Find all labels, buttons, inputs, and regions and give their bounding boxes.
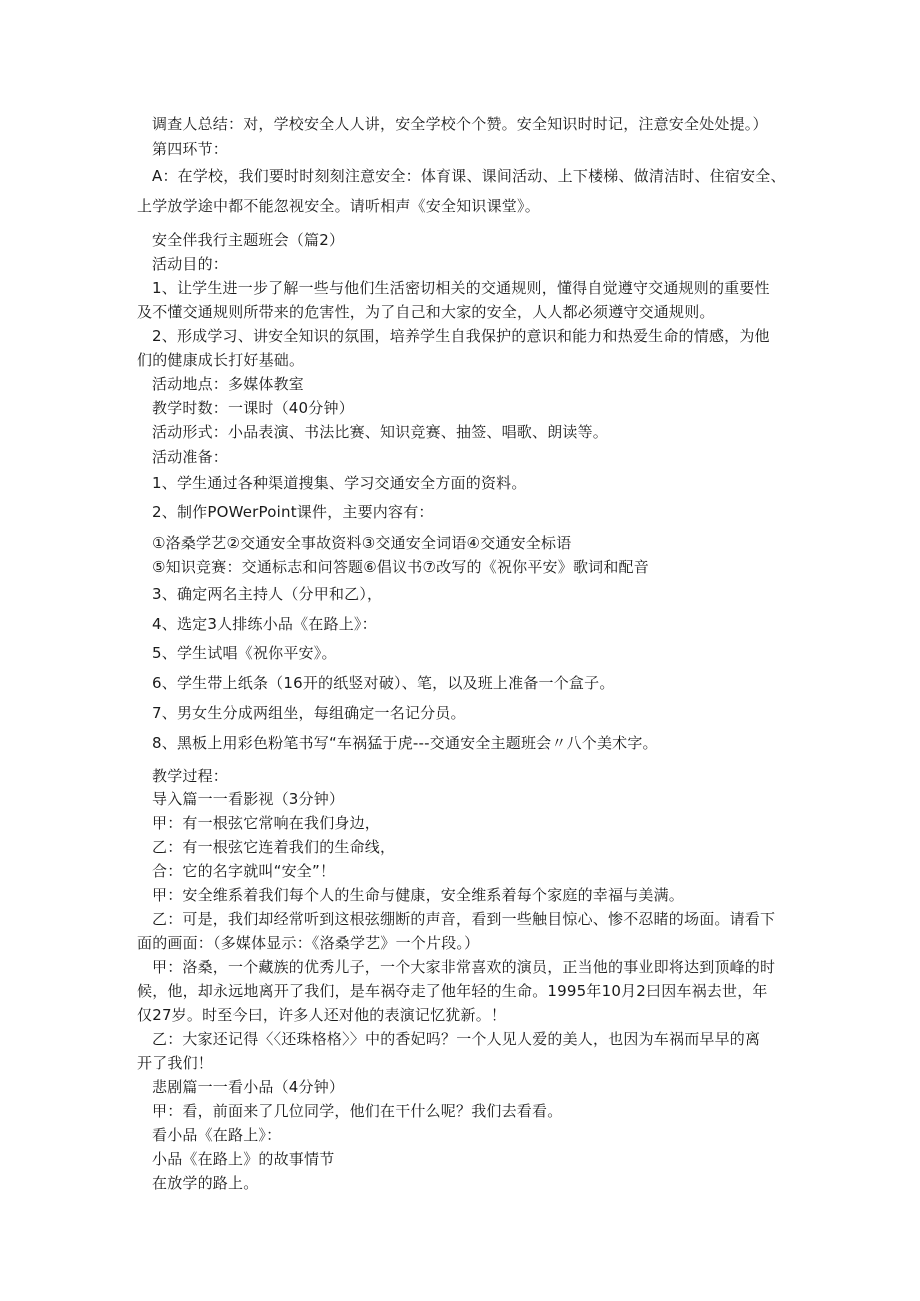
text-line-jia-3c: 仅27岁。时至今曰，许多人还对他的表演记忆犹新。！ [137,1006,507,1024]
text-line-jia-2: 甲：安全维系着我们每个人的生命与健康，安全维系着每个家庭的幸福与美满。 [152,886,685,904]
text-line-purpose-2a: 2、形成学习、讲安全知识的氛围，培养学生自我保护的意识和能力和热爱生命的情感，为他 [152,327,770,345]
text-line-yi-2a: 乙：可是，我们却经常听到这根弦绷断的声音，看到一些触目惊心、惨不忍睹的场面。请看下 [152,910,776,928]
text-line-prep-8: 8、黑板上用彩色粉笔书写“车祸猛于虎---交通安全主题班会〃八个美术字。 [152,734,658,752]
text-line-prep-6: 6、学生带上纸条（16开的纸竖对破）、笔，以及班上准备一个盒子。 [152,674,615,692]
text-line-section-four: 第四环节： [152,140,229,158]
text-line-yi-3b: 开了我们！ [137,1054,214,1072]
text-line-hours: 教学时数：一课时（40分钟） [152,399,354,417]
text-line-jia-4: 甲：看，前面来了几位同学，他们在干什么呢？我们去看看。 [152,1102,563,1120]
text-line-location: 活动地点：多媒体教室 [152,375,305,393]
text-line-purpose-2b: 们的健康成长打好基础。 [137,351,305,369]
text-line-form: 活动形式：小品表演、书法比赛、知识竞赛、抽签、唱歌、朗读等。 [152,423,609,441]
text-line-summary: 调查人总结：对，学校安全人人讲，安全学校个个赞。安全知识时时记，注意安全处处提。） [152,115,768,133]
text-line-prep-2-items-a: ①洛桑学艺②交通安全事故资料③交通安全词语④交通安全标语 [152,534,572,552]
text-line-a-cont: 上学放学途中都不能忽视安全。请听相声《安全知识课堂》。 [137,197,540,215]
text-line-prep-1: 1、学生通过各种渠道搜集、学习交通安全方面的资料。 [152,474,527,492]
text-line-jia-1: 甲：有一根弦它常响在我们身边， [152,814,381,832]
text-line-purpose-1b: 及不懂交通规则所带来的危害性，为了自己和大家的安全，人人都必须遵守交通规则。 [137,303,715,321]
text-line-prep-5: 5、学生试唱《祝你平安》。 [152,644,337,662]
text-line-on-road: 在放学的路上。 [152,1174,259,1192]
text-line-jia-3a: 甲：洛桑，一个藏族的优秀儿子，一个大家非常喜欢的演员，正当他的事业即将达到顶峰的时 [152,958,776,976]
text-line-prep-2-items-b: ⑤知识竞赛：交通标志和问答题⑥倡议书⑦改写的《祝你平安》歌词和配音 [152,558,649,576]
section-title: 安全伴我行主题班会（篇2） [152,231,345,249]
text-line-yi-2b: 面的画面：（多媒体显示：《洛桑学艺》一个片段。） [137,934,480,952]
text-line-purpose-label: 活动目的： [152,255,229,273]
text-line-yi-3a: 乙：大家还记得〈〈还珠格格〉〉中的香妃吗？一个人见人爱的美人，也因为车祸而早早的离 [152,1030,761,1048]
text-line-prep-3: 3、确定两名主持人（分甲和乙）， [152,585,383,603]
text-line-skit-plot: 小品《在路上》的故事情节 [152,1150,335,1168]
text-line-he: 合：它的名字就叫“安全”！ [152,862,336,880]
text-line-yi-1: 乙：有一根弦它连着我们的生命线， [152,838,396,856]
text-line-intro: 导入篇一一看影视（3分钟） [152,790,345,808]
text-line-process-label: 教学过程： [152,767,229,785]
text-line-tragedy: 悲剧篇一一看小品（4分钟） [152,1078,345,1096]
text-line-watch-skit: 看小品《在路上》： [152,1126,282,1144]
text-line-prep-7: 7、男女生分成两组坐，每组确定一名记分员。 [152,704,466,722]
text-line-jia-3b: 候，他，却永远地离开了我们，是车祸夺走了他年轻的生命。1995年10月2曰因车祸去世，年 [137,982,768,1000]
text-line-prep-4: 4、选定3人排练小品《在路上》： [152,615,377,633]
text-line-prep-label: 活动准备： [152,448,229,466]
text-line-prep-2: 2、制作POWerPoint课件，主要内容有： [152,503,434,521]
text-line-a-start: A：在学校，我们要时时刻刻注意安全：体育课、课间活动、上下楼梯、做清洁时、住宿安全、 [152,167,786,185]
text-line-purpose-1a: 1、让学生进一步了解一些与他们生活密切相关的交通规则，懂得自觉遵守交通规则的重要性 [152,279,770,297]
